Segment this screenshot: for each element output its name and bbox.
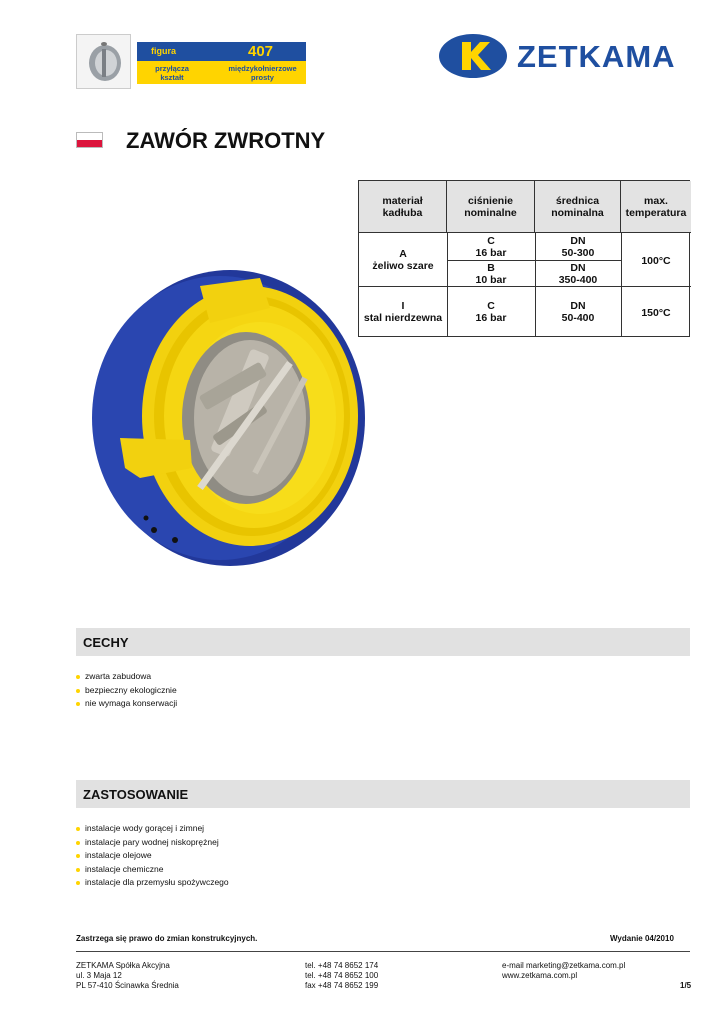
- edition-date: Wydanie 04/2010: [610, 934, 674, 943]
- row1-diameter-2: DN 350-400: [558, 262, 598, 286]
- row1-pressure-2: B 10 bar: [475, 262, 507, 286]
- company-address: [76, 961, 179, 991]
- page-number: 1/5: [680, 981, 692, 990]
- phone-line: tel. +48 74 8652 100: [305, 971, 379, 980]
- list-item: zwarta zabudowa: [76, 670, 177, 684]
- row2-pressure: C 16 bar: [475, 300, 507, 324]
- row2-diameter: DN 50-400: [561, 300, 595, 324]
- connection-value: międzykołnierzowe prosty: [228, 64, 297, 82]
- row2-material: I stal nierdzewna: [363, 300, 443, 324]
- valve-product-image: [80, 268, 370, 568]
- row1-temperature: 100°C: [641, 255, 671, 267]
- spec-table: [358, 180, 690, 337]
- phone-line: tel. +48 74 8652 174: [305, 961, 379, 970]
- list-item: instalacje dla przemysłu spożywczego: [76, 876, 229, 890]
- polish-flag-icon: [76, 132, 103, 148]
- header-diameter: średnica nominalna: [535, 181, 621, 233]
- row1-pressure-1: C 16 bar: [475, 235, 507, 259]
- figure-label: figura: [151, 46, 177, 56]
- applications-list: [76, 822, 229, 890]
- product-thumbnail: [76, 34, 131, 89]
- figure-label-box: [137, 42, 306, 84]
- header-pressure: ciśnienie nominalne: [447, 181, 535, 233]
- address-line: PL 57-410 Ścinawka Średnia: [76, 981, 179, 990]
- company-phones: [305, 961, 378, 991]
- header-temperature: max. temperatura: [621, 181, 691, 233]
- address-line: ZETKAMA Spółka Akcyjna: [76, 961, 170, 970]
- row1-diameter-1: DN 50-300: [561, 235, 595, 259]
- row2-temperature: 150°C: [641, 307, 671, 319]
- page-title: ZAWÓR ZWROTNY: [126, 128, 326, 153]
- applications-heading: ZASTOSOWANIE: [83, 787, 189, 802]
- features-heading-bar: [76, 628, 690, 656]
- list-item: nie wymaga konserwacji: [76, 697, 177, 711]
- zetkama-logo: [438, 31, 693, 81]
- list-item: instalacje olejowe: [76, 849, 229, 863]
- row1-material: A żeliwo szare: [372, 248, 434, 272]
- zetkama-k-logo-icon: [438, 33, 508, 79]
- valve-thumbnail-icon: [77, 35, 132, 90]
- features-list: [76, 670, 177, 711]
- email-line: e-mail marketing@zetkama.com.pl: [502, 961, 626, 970]
- list-item: instalacje chemiczne: [76, 863, 229, 877]
- company-contact: [502, 961, 625, 981]
- list-item: instalacje pary wodnej niskoprężnej: [76, 836, 229, 850]
- brand-name: ZETKAMA: [517, 39, 676, 74]
- address-line: ul. 3 Maja 12: [76, 971, 122, 980]
- footer-divider: [76, 951, 690, 952]
- list-item: instalacje wody gorącej i zimnej: [76, 822, 229, 836]
- website-line: www.zetkama.com.pl: [502, 971, 578, 980]
- connection-label: przyłącza kształt: [155, 64, 189, 82]
- list-item: bezpieczny ekologicznie: [76, 684, 177, 698]
- features-heading: CECHY: [83, 635, 129, 650]
- applications-heading-bar: [76, 780, 690, 808]
- header-material: materiał kadłuba: [359, 181, 447, 233]
- fax-line: fax +48 74 8652 199: [305, 981, 379, 990]
- disclaimer-note: Zastrzega się prawo do zmian konstrukcyjnych.: [76, 934, 258, 943]
- figure-number: 407: [248, 43, 274, 60]
